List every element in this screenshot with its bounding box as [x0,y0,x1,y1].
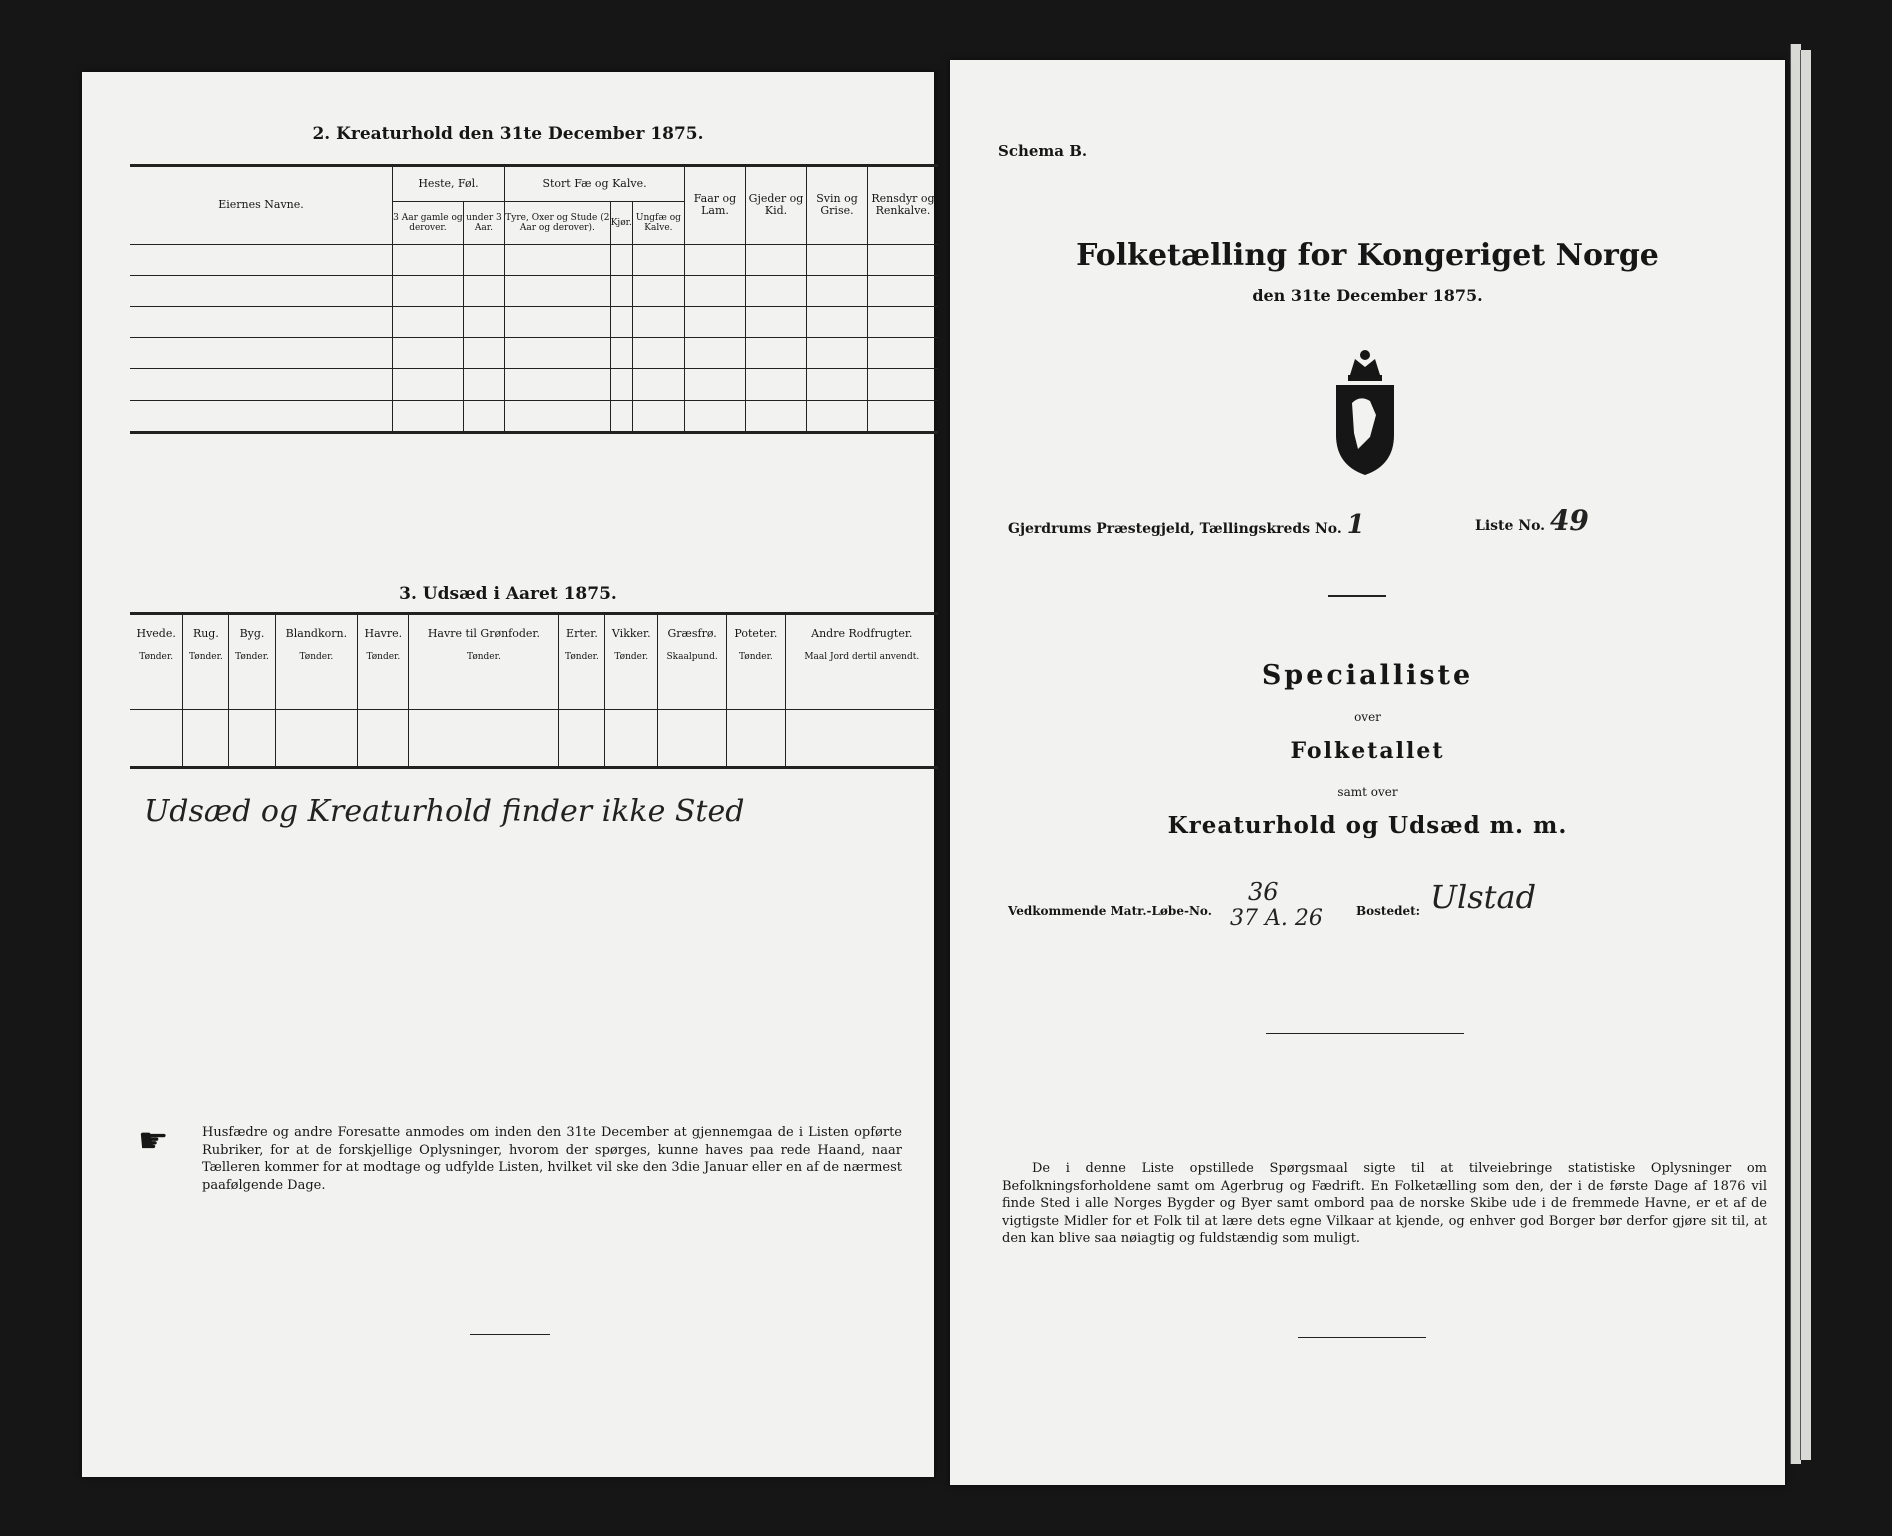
livestock-seed-heading: Kreaturhold og Udsæd m. m. [1167,812,1568,839]
table-row [130,710,938,768]
owner-header: Eiernes Navne. [130,166,393,245]
goats-header: Gjeder og Kid. [746,166,807,245]
seed-column-label: Poteter. [734,627,778,640]
seed-cell [358,710,409,768]
cattle-sub-young: Ungfæ og Kalve. [632,202,684,244]
samt-over-text: samt over [1337,785,1398,799]
left-page [82,72,934,1477]
right-page [950,60,1785,1485]
seed-column-header [785,614,938,710]
seed-column-unit: Tønder. [467,652,501,663]
population-heading: Folketallet [1290,738,1445,764]
main-title: Folketælling for Kongeriget Norge [1076,238,1659,273]
horses-sub-old: 3 Aar gamle og derover. [393,202,464,244]
seed-column-label: Vikker. [611,627,651,640]
cattle-sub-bulls: Tyre, Oxer og Stude (2 Aar og derover). [505,202,611,244]
livestock-table [130,164,938,434]
divider [470,1334,550,1335]
pointing-hand-icon: ☛ [138,1121,169,1161]
list-value: 49 [1549,504,1589,537]
parish-line [1008,510,1365,540]
seed-cell [130,710,183,768]
seed-column-header [658,614,727,710]
table-row [130,369,938,400]
over-text: over [1354,710,1381,724]
seed-column-label: Havre til Grønfoder. [427,627,540,640]
seed-column-unit: Maal Jord dertil anvendt. [804,652,920,663]
seed-column-label: Blandkorn. [285,627,348,640]
schema-label: Schema B. [998,142,1088,160]
seed-column-label: Hvede. [136,627,176,640]
special-list-title: Specialliste [1261,660,1474,691]
horses-sub-young: under 3 Aar. [463,202,504,244]
matr-value-2: 37 A. 26 [1230,906,1323,931]
bosted-value: Ulstad [1430,878,1537,916]
seed-column-header [358,614,409,710]
seed-column-unit: Tønder. [366,652,401,663]
statistics-explanation: De i denne Liste opstillede Spørgsmaal sigte til at tilveiebringe statistiske Oplysninger om Befolkningsforholdene samt om Agerbrug og Fædrift. En Folketælling som den, der i de første Dage af 1876 vil finde Sted i alle Norges Bygder og Byer samt ombord paa de norske Skibe ude i de fremmede Havne, er et af de vigtigste Midler for et Folk til at lære dets egne Vilkaar at kjende, og enhver god Borger bør derfor gjøre sit til, at den kan blive saa nøiagtig og fuldstændig som muligt. [1002,1161,1767,1247]
seed-column-unit: Tønder. [739,652,773,663]
sheep-header: Faar og Lam. [685,166,746,245]
notice-text: Husfædre og andre Foresatte anmodes om inden den 31te December at gjennemgaa de i Listen opførte Rubriker, for at de forskjellige Oplysninger, hvorom der spørges, kunne haves paa rede Haand, naar Tælleren kommer for at modtage og udfylde Listen, hvilket vil ske den 3die Januar eller en af de nærmest paafølgende Dage. [202,1125,902,1193]
divider [1328,595,1386,597]
seed-column-label: Byg. [239,627,265,640]
table-row [130,244,938,275]
matr-value-1: 36 [1248,878,1279,906]
seed-column-label: Havre. [364,627,403,640]
coat-of-arms-icon [1330,345,1400,480]
seed-column-unit: Tønder. [565,652,599,663]
divider [1266,1033,1464,1034]
district-value: 1 [1346,510,1365,540]
cattle-sub-cows: Kjør. [610,202,632,244]
seed-column-unit: Tønder. [235,652,269,663]
table-row [130,275,938,306]
seed-cell [605,710,658,768]
seed-column-label: Græsfrø. [667,627,717,640]
table-row [130,307,938,338]
pigs-header: Svin og Grise. [807,166,868,245]
horses-header: Heste, Føl. [393,166,505,202]
seed-cell [559,710,605,768]
bosted-label: Bostedet: [1356,904,1421,918]
seed-column-header [130,614,183,710]
seed-cell [658,710,727,768]
seed-title: 3. Udsæd i Aaret 1875. [399,584,617,604]
seed-column-header [409,614,559,710]
seed-column-header [183,614,229,710]
seed-column-header [605,614,658,710]
seed-column-unit: Tønder. [139,652,174,663]
seed-cell [727,710,785,768]
seed-cell [409,710,559,768]
reindeer-header: Rensdyr og Renkalve. [868,166,939,245]
cattle-header: Stort Fæ og Kalve. [505,166,685,202]
list-label: Liste No. [1475,518,1546,534]
seed-cell [275,710,358,768]
seed-column-label: Erter. [566,627,598,640]
table-row [130,338,938,369]
seed-column-label: Andre Rodfrugter. [811,627,913,640]
seed-cell [785,710,938,768]
seed-column-header [275,614,358,710]
seed-cell [183,710,229,768]
seed-column-unit: Tønder. [189,652,223,663]
seed-header-row [130,614,938,710]
seed-column-unit: Tønder. [299,652,334,663]
matr-label: Vedkommende Matr.-Løbe-No. [1008,904,1212,918]
seed-column-header [229,614,275,710]
seed-cell [229,710,275,768]
seed-column-label: Rug. [192,627,219,640]
table-row [130,400,938,432]
seed-column-header [559,614,605,710]
handwritten-note: Udsæd og Kreaturhold finder ikke Sted [144,794,745,829]
parish-name: Gjerdrums Præstegjeld, [1008,521,1195,537]
district-label: Tællingskreds No. [1199,521,1342,537]
divider [1298,1337,1426,1338]
seed-table [130,612,938,769]
census-date: den 31te December 1875. [1252,286,1483,305]
livestock-title: 2. Kreaturhold den 31te December 1875. [312,124,704,144]
seed-column-unit: Skaalpund. [666,652,718,663]
list-number-line [1475,504,1589,537]
seed-column-header [727,614,785,710]
seed-column-unit: Tønder. [614,652,649,663]
page-edge [1800,50,1811,1460]
